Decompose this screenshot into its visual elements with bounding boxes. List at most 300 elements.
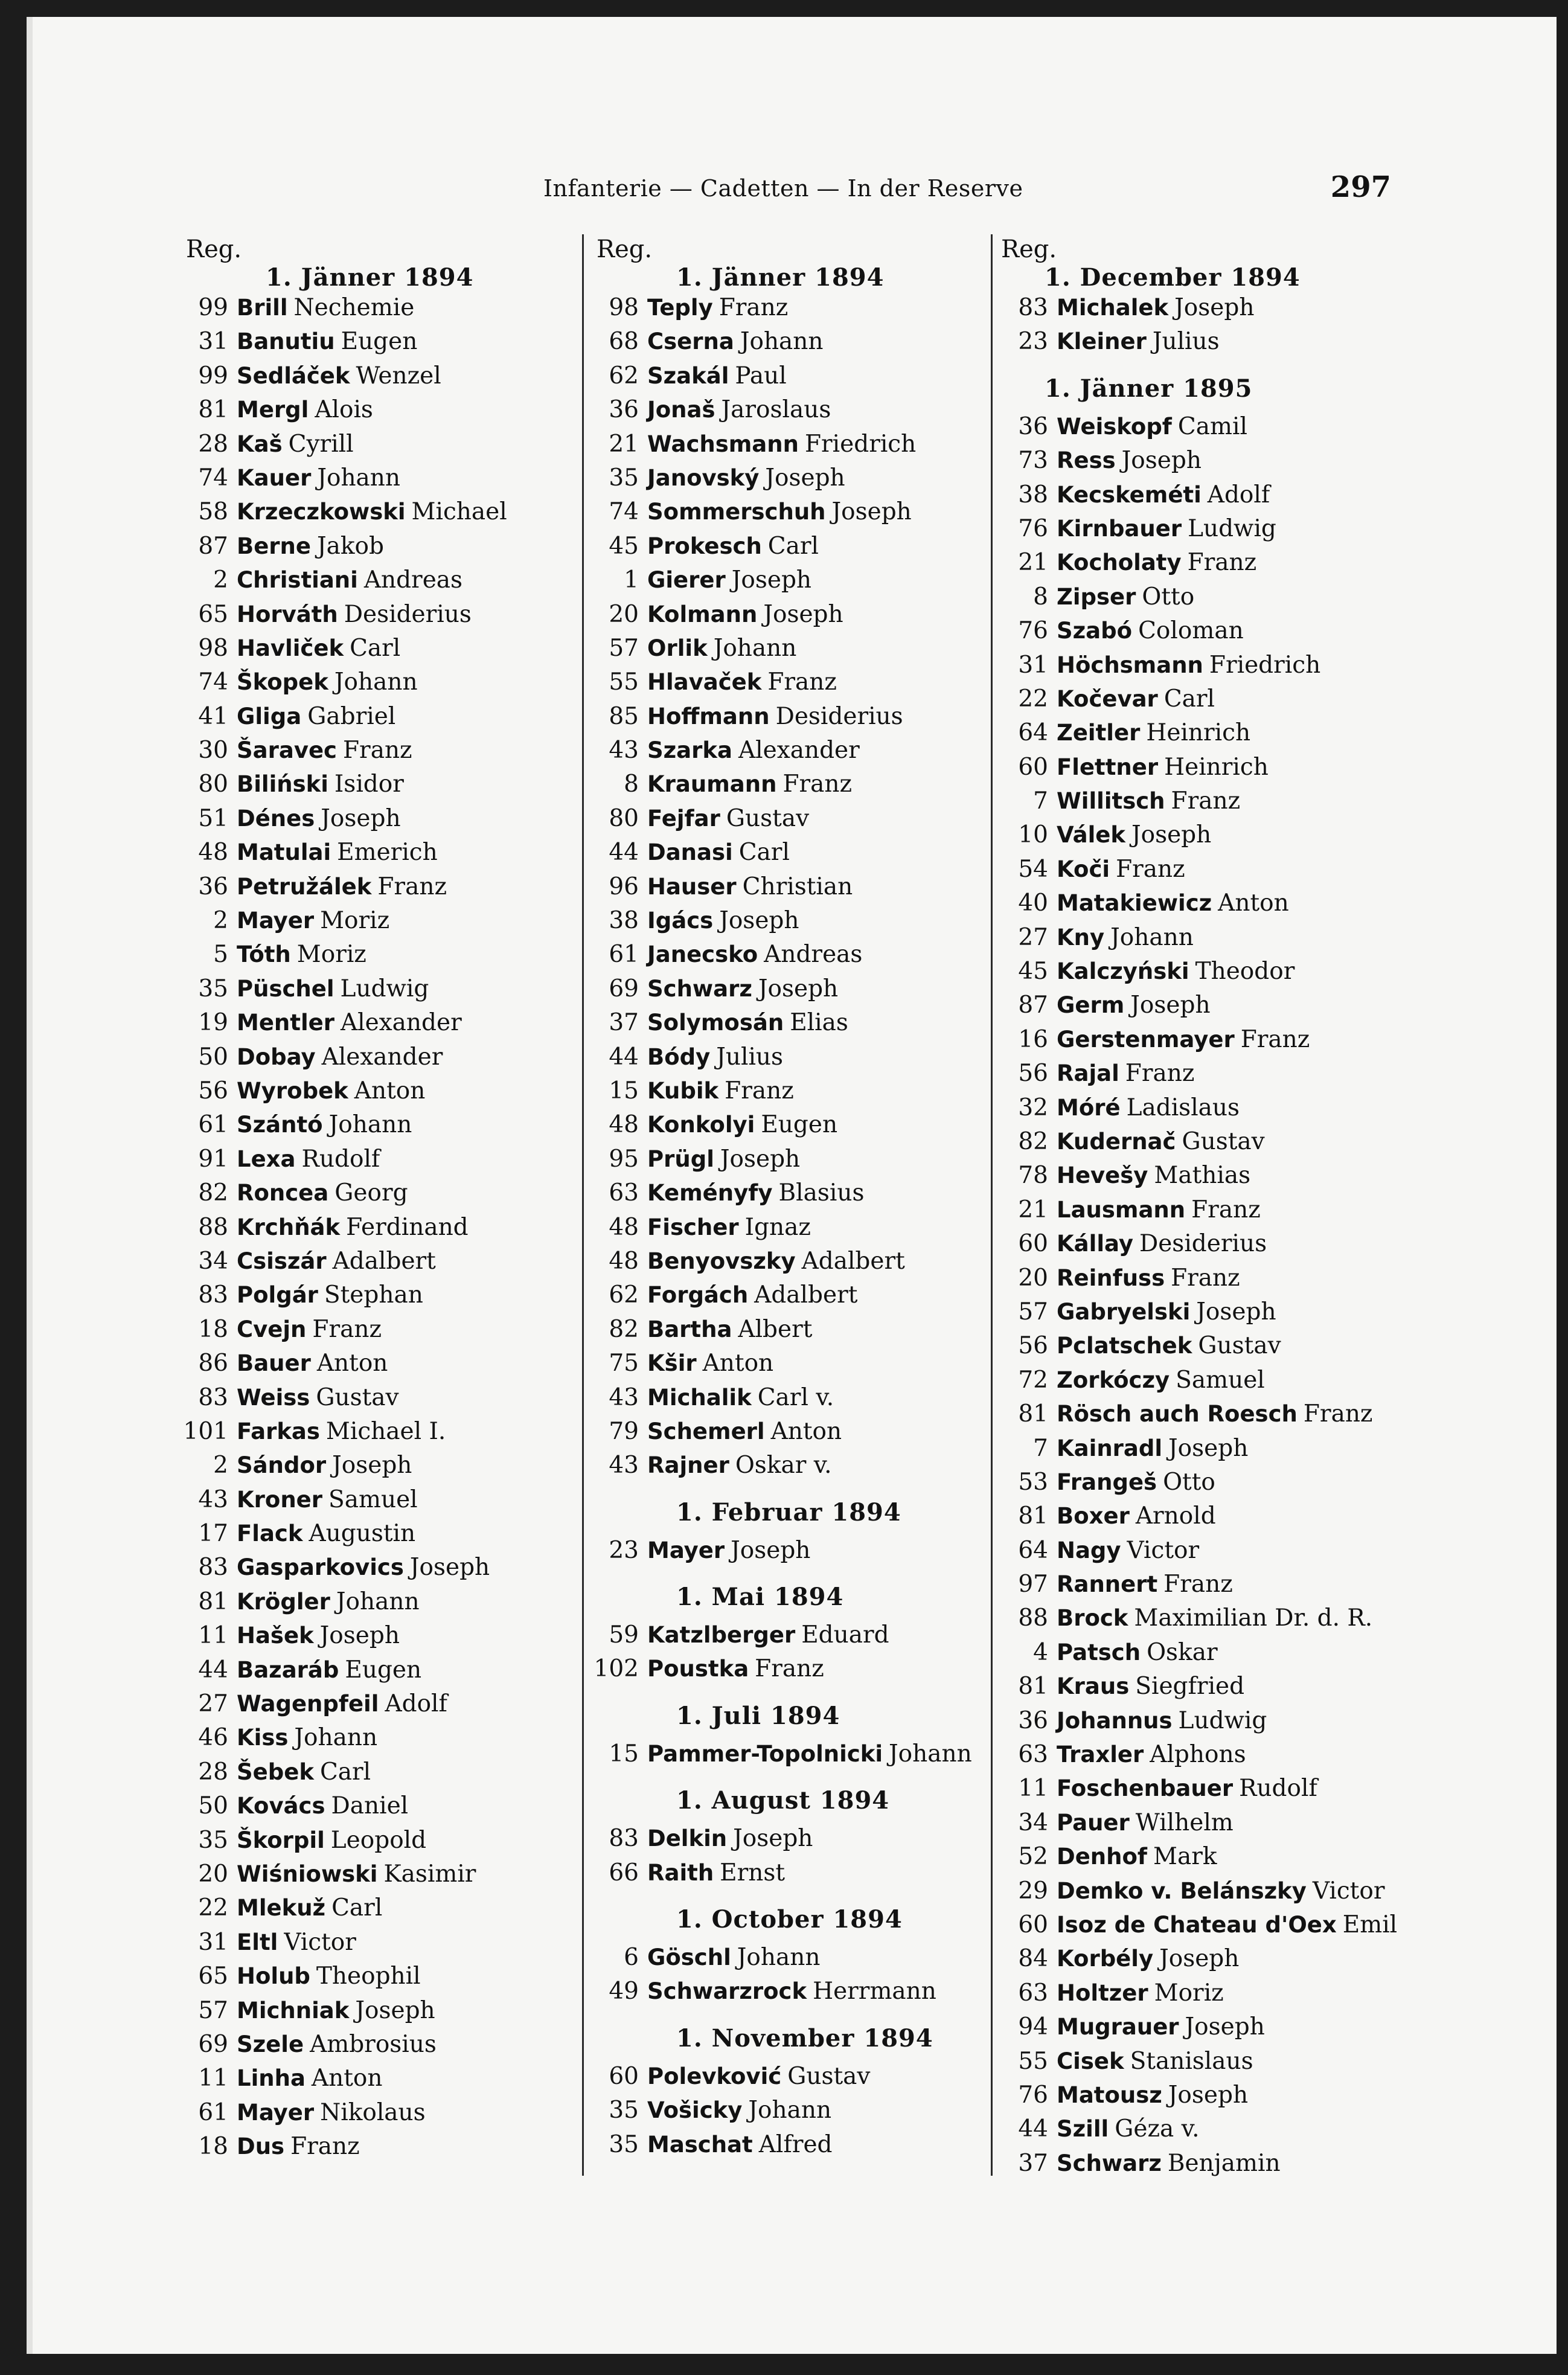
surname: Matakiewicz — [1057, 890, 1212, 917]
regiment-number: 83 — [198, 1383, 228, 1411]
roster-entry — [181, 904, 580, 938]
surname: Patsch — [1057, 1639, 1141, 1665]
roster-entry — [996, 989, 1407, 1022]
surname: Denhof — [1057, 1844, 1148, 1870]
roster-entry — [592, 802, 990, 836]
regiment-number: 43 — [609, 1383, 639, 1411]
roster-entry — [181, 2028, 580, 2062]
regiment-number: 19 — [198, 1009, 228, 1037]
regiment-number: 2 — [213, 1452, 228, 1479]
regiment-number: 15 — [609, 1740, 639, 1768]
roster-entry — [181, 1143, 580, 1176]
surname: Christiani — [237, 567, 358, 594]
regiment-number: 56 — [198, 1077, 228, 1104]
date-section-heading: 1. Jänner 1894 — [266, 263, 474, 292]
reg-label: Reg. — [597, 236, 653, 263]
roster-entry — [592, 2094, 990, 2127]
regiment-number: 1 — [624, 566, 639, 594]
date-section-heading: 1. Jänner 1895 — [1045, 374, 1253, 403]
column-1 — [181, 234, 580, 2179]
regiment-number: 21 — [609, 430, 639, 458]
regiment-number: 55 — [1018, 2047, 1048, 2075]
roster-entry — [592, 359, 990, 393]
roster-entry — [996, 1091, 1407, 1125]
surname: Püschel — [237, 975, 334, 1002]
roster-entry — [181, 461, 580, 495]
regiment-number: 83 — [1018, 294, 1048, 321]
surname: Traxler — [1057, 1742, 1144, 1768]
surname: Szarka — [647, 737, 732, 764]
surname: Frangeš — [1057, 1469, 1157, 1495]
roster-entry — [996, 444, 1407, 478]
given-name: Moriz — [320, 907, 390, 935]
roster-entry — [996, 1397, 1407, 1431]
given-name: Joseph — [1174, 294, 1255, 321]
given-name: Elias — [790, 1009, 848, 1037]
given-name: Ludwig — [1188, 514, 1276, 542]
roster-entry — [592, 632, 990, 665]
surname: Schwarz — [1057, 2150, 1162, 2176]
given-name: Joseph — [733, 1825, 813, 1853]
surname: Dénes — [237, 805, 315, 832]
given-name: Joseph — [720, 1145, 801, 1173]
roster-entry — [996, 512, 1407, 546]
surname: Kolmann — [647, 601, 758, 627]
surname: Mlekuž — [237, 1895, 326, 1921]
regiment-number: 62 — [609, 362, 639, 389]
regiment-number: 76 — [1018, 2081, 1048, 2109]
given-name: Andreas — [363, 566, 463, 594]
regiment-number: 83 — [198, 1554, 228, 1582]
roster-entry — [592, 428, 990, 461]
surname: Havliček — [237, 635, 344, 661]
roster-entry — [996, 1534, 1407, 1568]
regiment-number: 8 — [1033, 583, 1048, 611]
given-name: Otto — [1163, 1468, 1215, 1496]
regiment-number: 81 — [1018, 1502, 1048, 1530]
roster-entry — [181, 1960, 580, 1993]
surname: Krzeczkowski — [237, 499, 406, 525]
regiment-number: 35 — [609, 2130, 639, 2158]
regiment-number: 60 — [609, 2062, 639, 2090]
given-name: Gustav — [787, 2062, 871, 2090]
given-name: Franz — [1171, 787, 1241, 815]
given-name: Johann — [737, 1944, 821, 1972]
roster-entry — [592, 2128, 990, 2162]
regiment-number: 62 — [609, 1281, 639, 1309]
roster-entry — [592, 665, 990, 699]
given-name: Carl — [738, 839, 790, 867]
roster-entry — [592, 1211, 990, 1245]
given-name: Emerich — [337, 839, 438, 867]
regiment-number: 22 — [1018, 685, 1048, 713]
roster-entry — [996, 1568, 1407, 1601]
column-divider — [991, 234, 993, 2176]
surname: Krögler — [237, 1588, 330, 1615]
given-name: Samuel — [1176, 1366, 1265, 1394]
given-name: Franz — [1163, 1571, 1233, 1598]
regiment-number: 22 — [198, 1894, 228, 1922]
surname: Höchsmann — [1057, 652, 1203, 678]
roster-entry — [181, 1347, 580, 1380]
given-name: Heinrich — [1146, 719, 1251, 747]
given-name: Johann — [334, 668, 418, 696]
regiment-number: 15 — [609, 1077, 639, 1104]
regiment-number: 65 — [198, 600, 228, 628]
date-section-heading: 1. Jänner 1894 — [676, 263, 885, 292]
surname: Johannus — [1057, 1707, 1173, 1734]
regiment-number: 20 — [609, 600, 639, 628]
given-name: Augustin — [309, 1520, 416, 1548]
surname: Kraumann — [647, 771, 777, 798]
regiment-number: 27 — [198, 1690, 228, 1718]
given-name: Adalbert — [801, 1247, 905, 1275]
given-name: Joseph — [1196, 1298, 1276, 1325]
regiment-number: 8 — [624, 771, 639, 798]
given-name: Coloman — [1138, 617, 1244, 645]
regiment-number: 32 — [1018, 1094, 1048, 1121]
given-name: Joseph — [831, 498, 912, 526]
given-name: Joseph — [321, 804, 401, 832]
roster-entry — [592, 530, 990, 563]
given-name: Gabriel — [307, 702, 396, 730]
regiment-number: 81 — [1018, 1673, 1048, 1700]
given-name: Albert — [738, 1315, 813, 1343]
surname: Maschat — [647, 2131, 753, 2158]
given-name: Kasimir — [383, 1860, 476, 1888]
given-name: Franz — [312, 1315, 382, 1343]
surname: Foschenbauer — [1057, 1775, 1234, 1802]
roster-entry — [181, 1585, 580, 1619]
roster-entry — [592, 972, 990, 1006]
given-name: Franz — [377, 873, 447, 900]
date-section-heading: 1. Mai 1894 — [676, 1583, 844, 1612]
regiment-number: 2 — [213, 907, 228, 935]
given-name: Isidor — [334, 771, 404, 798]
given-name: Otto — [1142, 583, 1195, 611]
given-name: Mark — [1153, 1843, 1217, 1871]
given-name: Herrmann — [813, 1978, 936, 2005]
given-name: Leopold — [330, 1826, 427, 1854]
regiment-number: 72 — [1018, 1366, 1048, 1394]
roster-entry — [592, 1618, 990, 1652]
roster-entry — [996, 1976, 1407, 2010]
roster-entry — [996, 410, 1407, 444]
given-name: Carl — [767, 532, 819, 560]
regiment-number: 38 — [1018, 481, 1048, 508]
roster-entry — [181, 1313, 580, 1347]
regiment-number: 54 — [1018, 855, 1048, 883]
surname: Farkas — [237, 1418, 320, 1444]
roster-entry — [996, 2010, 1407, 2044]
surname: Gierer — [647, 567, 726, 594]
given-name: Ernst — [720, 1859, 786, 1886]
roster-entry — [592, 836, 990, 870]
roster-entry — [592, 1381, 990, 1415]
surname: Gerstenmayer — [1057, 1026, 1235, 1053]
surname: Lausmann — [1057, 1196, 1186, 1223]
surname: Schwarz — [647, 975, 752, 1002]
regiment-number: 65 — [198, 1963, 228, 1990]
given-name: Friedrich — [1209, 651, 1321, 679]
roster-entry — [181, 1926, 580, 1960]
surname: Sedláček — [237, 362, 350, 389]
roster-entry — [181, 632, 580, 665]
regiment-number: 82 — [609, 1315, 639, 1343]
roster-entry — [592, 904, 990, 938]
given-name: Rudolf — [301, 1145, 380, 1173]
surname: Rajner — [647, 1452, 729, 1479]
surname: Mergl — [237, 397, 309, 423]
roster-entry — [181, 495, 580, 529]
roster-entry — [996, 1227, 1407, 1261]
surname: Kirnbauer — [1057, 515, 1182, 542]
roster-entry — [592, 1737, 990, 1771]
roster-entry — [181, 1994, 580, 2028]
roster-entry — [996, 1806, 1407, 1840]
given-name: Blasius — [778, 1179, 865, 1207]
roster-entry — [592, 1278, 990, 1312]
given-name: Christian — [742, 873, 853, 900]
roster-entry — [181, 1551, 580, 1585]
regiment-number: 48 — [609, 1111, 639, 1139]
column-divider — [582, 234, 584, 2176]
regiment-number: 98 — [609, 294, 639, 321]
surname: Kny — [1057, 924, 1105, 950]
given-name: Eugen — [761, 1111, 838, 1139]
surname: Szabó — [1057, 618, 1133, 644]
roster-entry — [592, 1040, 990, 1074]
date-section-heading: 1. December 1894 — [1045, 263, 1301, 292]
surname: Göschl — [647, 1944, 731, 1971]
regiment-number: 7 — [1033, 1434, 1048, 1462]
roster-entry — [996, 853, 1407, 886]
roster-entry — [181, 1040, 580, 1074]
regiment-number: 37 — [1018, 2149, 1048, 2177]
given-name: Samuel — [328, 1486, 418, 1513]
surname: Flack — [237, 1521, 303, 1547]
given-name: Ladislaus — [1126, 1094, 1240, 1121]
roster-entry — [181, 598, 580, 632]
given-name: Ludwig — [1178, 1707, 1267, 1734]
surname: Pclatschek — [1057, 1333, 1192, 1359]
roster-entry — [996, 1908, 1407, 1942]
regiment-number: 83 — [609, 1825, 639, 1853]
given-name: Franz — [1303, 1400, 1373, 1428]
surname: Brock — [1057, 1605, 1128, 1632]
given-name: Géza v. — [1115, 2115, 1200, 2143]
given-name: Heinrich — [1164, 753, 1269, 781]
given-name: Adalbert — [332, 1247, 436, 1275]
surname: Pauer — [1057, 1809, 1130, 1836]
roster-entry — [181, 1857, 580, 1891]
surname: Kállay — [1057, 1231, 1133, 1257]
roster-entry — [996, 751, 1407, 784]
regiment-number: 99 — [198, 294, 228, 321]
given-name: Ferdinand — [346, 1213, 469, 1241]
surname: Bauer — [237, 1350, 311, 1377]
surname: Wiśniowski — [237, 1861, 378, 1887]
given-name: Stanislaus — [1130, 2047, 1253, 2075]
given-name: Wenzel — [356, 362, 441, 389]
date-section-heading: 1. November 1894 — [676, 2024, 933, 2053]
given-name: Victor — [1312, 1877, 1385, 1905]
regiment-number: 57 — [609, 634, 639, 662]
roster-entry — [592, 393, 990, 427]
surname: Šebek — [237, 1758, 314, 1785]
regiment-number: 29 — [1018, 1877, 1048, 1905]
roster-entry — [181, 1415, 580, 1449]
roster-entry — [181, 802, 580, 836]
regiment-number: 60 — [1018, 1230, 1048, 1258]
roster-entry — [996, 1125, 1407, 1159]
roster-entry — [181, 359, 580, 393]
regiment-number: 74 — [609, 498, 639, 526]
roster-entry — [996, 1499, 1407, 1533]
reg-label: Reg. — [1001, 236, 1057, 263]
given-name: Joseph — [1168, 2081, 1249, 2109]
given-name: Gustav — [316, 1383, 399, 1411]
regiment-number: 87 — [198, 532, 228, 560]
surname: Kovács — [237, 1793, 325, 1819]
given-name: Benjamin — [1167, 2149, 1281, 2177]
given-name: Franz — [1191, 1196, 1261, 1223]
given-name: Joseph — [731, 1536, 811, 1564]
regiment-number: 78 — [1018, 1162, 1048, 1190]
surname: Berne — [237, 533, 311, 559]
regiment-number: 28 — [198, 1758, 228, 1786]
surname: Móré — [1057, 1094, 1121, 1121]
given-name: Stephan — [324, 1281, 423, 1309]
roster-entry — [181, 1517, 580, 1551]
roster-entry — [996, 546, 1407, 580]
given-name: Julius — [1152, 328, 1220, 356]
roster-entry — [996, 716, 1407, 750]
surname: Kiss — [237, 1725, 289, 1751]
surname: Szill — [1057, 2116, 1109, 2143]
surname: Csiszár — [237, 1248, 327, 1274]
surname: Delkin — [647, 1825, 728, 1852]
regiment-number: 58 — [198, 498, 228, 526]
surname: Kainradl — [1057, 1435, 1163, 1461]
given-name: Desiderius — [1139, 1230, 1267, 1258]
surname: Hevešy — [1057, 1162, 1148, 1189]
surname: Gasparkovics — [237, 1554, 404, 1581]
roster-entry — [181, 1687, 580, 1721]
given-name: Adolf — [1207, 481, 1270, 508]
given-name: Paul — [735, 362, 787, 389]
given-name: Johann — [1110, 923, 1194, 951]
roster-entry — [181, 1483, 580, 1517]
roster-entry — [181, 1721, 580, 1755]
surname: Vošicky — [647, 2097, 743, 2124]
given-name: Eduard — [801, 1621, 889, 1649]
given-name: Johann — [713, 634, 797, 662]
roster-entry — [996, 478, 1407, 512]
roster-entry — [996, 1738, 1407, 1772]
given-name: Franz — [782, 771, 853, 798]
surname: Boxer — [1057, 1503, 1130, 1530]
given-name: Cyrill — [288, 430, 354, 458]
given-name: Michael — [411, 498, 507, 526]
surname: Cvejn — [237, 1316, 307, 1342]
regiment-number: 81 — [198, 1588, 228, 1615]
roster-entry — [996, 580, 1407, 614]
given-name: Eugen — [341, 328, 418, 356]
regiment-number: 18 — [198, 1315, 228, 1343]
given-name: Michael I. — [325, 1417, 446, 1445]
roster-entry — [996, 2079, 1407, 2112]
given-name: Carl — [1163, 685, 1215, 713]
roster-entry — [181, 1278, 580, 1312]
given-name: Johann — [748, 2097, 832, 2124]
roster-entry — [996, 1704, 1407, 1738]
regiment-number: 82 — [198, 1179, 228, 1207]
given-name: Joseph — [332, 1452, 412, 1479]
roster-entry — [181, 1176, 580, 1210]
roster-entry — [592, 1108, 990, 1142]
given-name: Anton — [316, 1350, 388, 1377]
regiment-number: 35 — [609, 2097, 639, 2124]
surname: Wachsmann — [647, 431, 799, 457]
regiment-number: 53 — [1018, 1468, 1048, 1496]
roster-entry — [996, 1023, 1407, 1057]
roster-entry — [181, 734, 580, 768]
running-title: Infanterie — Cadetten — In der Reserve — [543, 175, 1023, 202]
surname: Banutiu — [237, 329, 335, 355]
surname: Ress — [1057, 447, 1116, 474]
surname: Poustka — [647, 1656, 749, 1682]
roster-entry — [592, 870, 990, 904]
given-name: Rudolf — [1239, 1775, 1317, 1803]
given-name: Wilhelm — [1135, 1809, 1234, 1836]
regiment-number: 76 — [1018, 617, 1048, 645]
given-name: Mathias — [1154, 1162, 1251, 1190]
regiment-number: 85 — [609, 702, 639, 730]
regiment-number: 11 — [198, 2065, 228, 2092]
roster-entry — [592, 1347, 990, 1380]
roster-entry — [592, 1975, 990, 2008]
roster-entry — [996, 325, 1407, 359]
regiment-number: 10 — [1018, 821, 1048, 849]
roster-entry — [181, 1108, 580, 1142]
surname: Kudernač — [1057, 1128, 1176, 1155]
surname: Linha — [237, 2065, 306, 2092]
regiment-number: 45 — [609, 532, 639, 560]
regiment-number: 61 — [609, 941, 639, 969]
roster-entry — [592, 495, 990, 529]
surname: Kraus — [1057, 1673, 1130, 1700]
surname: Biliński — [237, 771, 328, 798]
roster-entry — [996, 921, 1407, 955]
roster-entry — [181, 1074, 580, 1108]
surname: Hašek — [237, 1623, 314, 1649]
surname: Hauser — [647, 873, 737, 900]
given-name: Gustav — [726, 804, 810, 832]
roster-entry — [181, 700, 580, 734]
regiment-number: 48 — [198, 839, 228, 867]
surname: Nagy — [1057, 1537, 1121, 1563]
surname: Eltl — [237, 1929, 278, 1955]
surname: Horváth — [237, 601, 338, 627]
roster-entry — [181, 1824, 580, 1857]
regiment-number: 99 — [198, 362, 228, 389]
given-name: Joseph — [1130, 992, 1211, 1019]
roster-entry — [592, 1652, 990, 1686]
roster-entry — [592, 2060, 990, 2094]
surname: Bazaráb — [237, 1656, 339, 1683]
surname: Polgár — [237, 1282, 318, 1309]
